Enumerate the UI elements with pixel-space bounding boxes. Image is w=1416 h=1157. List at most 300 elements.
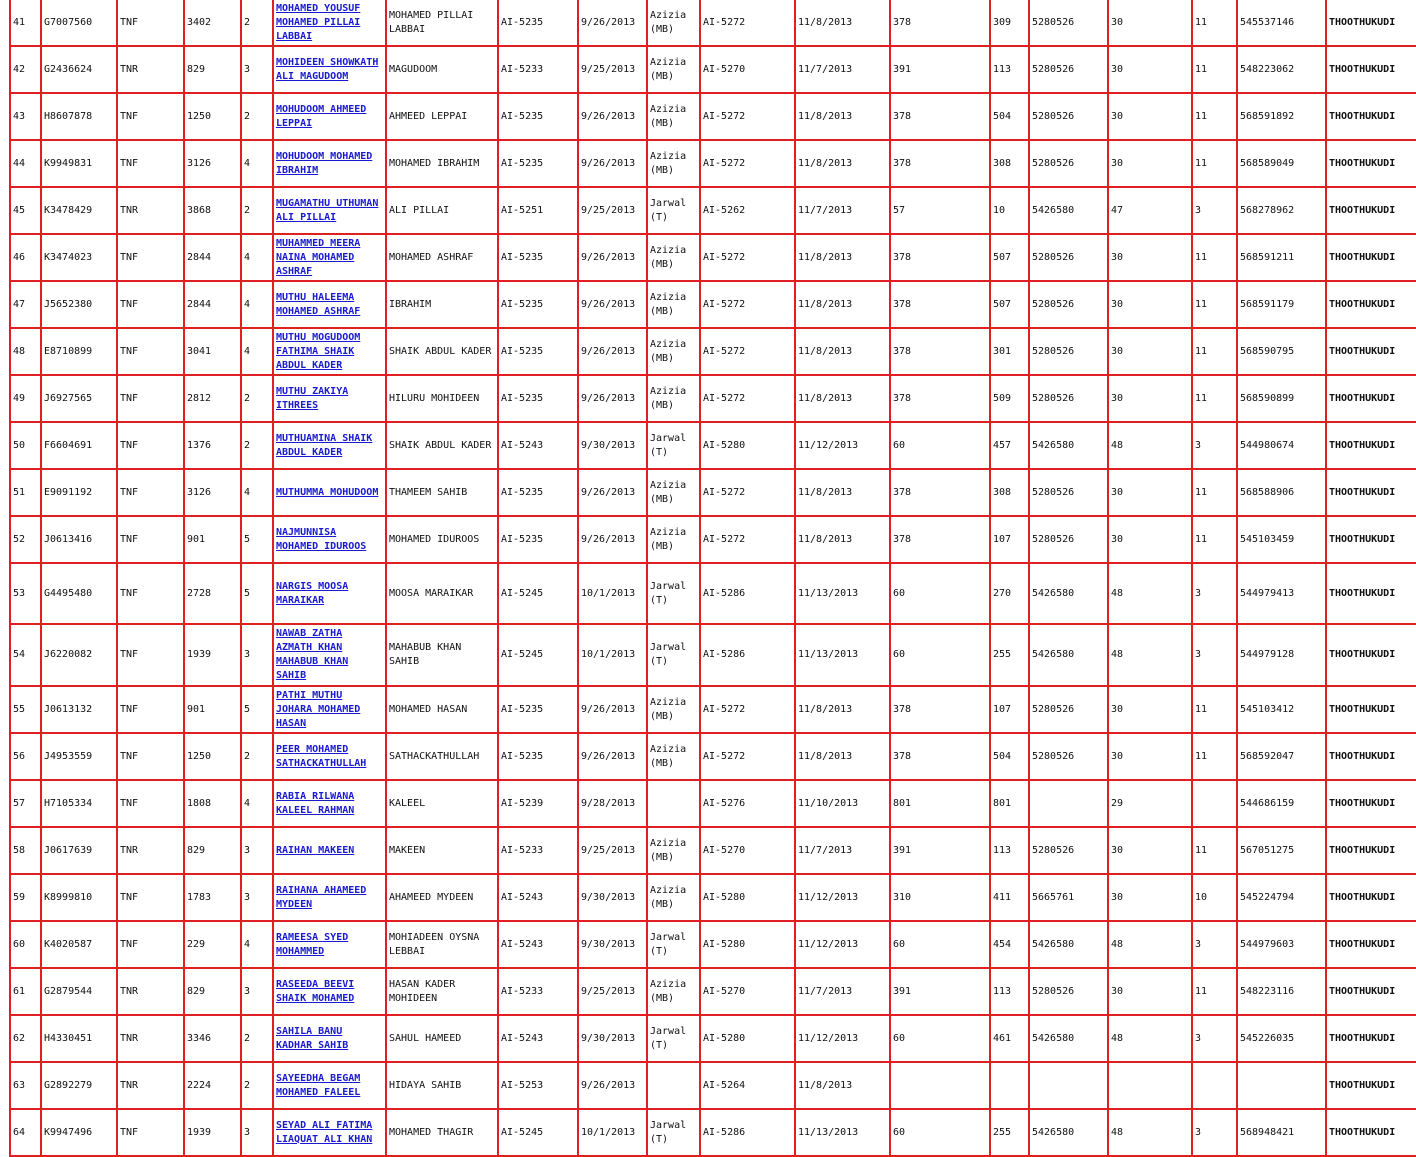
- reference-number-cell: 545226035: [1237, 1015, 1326, 1062]
- maktab-number-cell: 10: [1192, 874, 1237, 921]
- table-row: [10, 187, 1416, 234]
- table-row: [10, 968, 1416, 1015]
- return-date-cell: 11/7/2013: [795, 187, 890, 234]
- passport-number-cell: E8710899: [41, 328, 117, 375]
- table-row: [10, 686, 1416, 733]
- cover-code-cell: TNR: [117, 1062, 184, 1109]
- pilgrim-name-link[interactable]: NAJMUNNISA MOHAMED IDUROOS: [276, 526, 367, 552]
- pilgrim-name-link-cell: [273, 1062, 386, 1109]
- pilgrim-name-link[interactable]: MOHAMED YOUSUF MOHAMED PILLAI LABBAI: [276, 2, 361, 42]
- room-number-cell: 270: [990, 563, 1029, 624]
- guardian-name-cell: AHAMEED MYDEEN: [386, 874, 498, 921]
- building-number-cell: 378: [890, 140, 990, 187]
- row-number-cell: 59: [10, 874, 41, 921]
- district-cell: THOOTHUKUDI: [1326, 624, 1416, 686]
- table-row: [10, 281, 1416, 328]
- accommodation-code-cell: 5426580: [1029, 921, 1108, 968]
- building-number-cell: 310: [890, 874, 990, 921]
- row-number-cell: 54: [10, 624, 41, 686]
- reference-number-cell: 568591179: [1237, 281, 1326, 328]
- group-number-cell: 48: [1108, 624, 1192, 686]
- cover-number-cell: 2844: [184, 281, 241, 328]
- district-cell: THOOTHUKUDI: [1326, 968, 1416, 1015]
- row-number-cell: 46: [10, 234, 41, 281]
- building-number-cell: 391: [890, 827, 990, 874]
- pilgrim-name-link-cell: [273, 375, 386, 422]
- cover-code-cell: TNF: [117, 328, 184, 375]
- accommodation-code-cell: 5280526: [1029, 46, 1108, 93]
- departure-flight-cell: AI-5245: [498, 1109, 578, 1156]
- passport-number-cell: E9091192: [41, 469, 117, 516]
- accommodation-code-cell: [1029, 780, 1108, 827]
- maktab-number-cell: 11: [1192, 281, 1237, 328]
- return-flight-cell: AI-5272: [700, 140, 795, 187]
- cover-code-cell: TNF: [117, 921, 184, 968]
- departure-flight-cell: AI-5243: [498, 874, 578, 921]
- maktab-number-cell: 3: [1192, 921, 1237, 968]
- guardian-name-cell: AHMEED LEPPAI: [386, 93, 498, 140]
- accommodation-code-cell: 5280526: [1029, 733, 1108, 780]
- members-count-cell: 2: [241, 422, 273, 469]
- return-date-cell: 11/7/2013: [795, 827, 890, 874]
- pilgrim-name-link[interactable]: MUTHUMMA MOHUDOOM: [276, 486, 379, 498]
- maktab-number-cell: 3: [1192, 187, 1237, 234]
- cover-code-cell: TNR: [117, 968, 184, 1015]
- passport-number-cell: K3478429: [41, 187, 117, 234]
- reference-number-cell: 568278962: [1237, 187, 1326, 234]
- cover-number-cell: 3868: [184, 187, 241, 234]
- cover-number-cell: 1939: [184, 1109, 241, 1156]
- accommodation-code-cell: 5280526: [1029, 375, 1108, 422]
- departure-date-cell: 10/1/2013: [578, 624, 647, 686]
- pilgrim-name-link-cell: [273, 187, 386, 234]
- departure-flight-cell: AI-5245: [498, 563, 578, 624]
- guardian-name-cell: HASAN KADER MOHIDEEN: [386, 968, 498, 1015]
- return-flight-cell: AI-5286: [700, 1109, 795, 1156]
- group-number-cell: 30: [1108, 733, 1192, 780]
- cover-code-cell: TNF: [117, 0, 184, 46]
- cover-number-cell: 1250: [184, 93, 241, 140]
- accommodation-cell: Jarwal (T): [647, 624, 700, 686]
- cover-number-cell: 1250: [184, 733, 241, 780]
- accommodation-cell: Azizia (MB): [647, 46, 700, 93]
- pilgrim-name-link-cell: [273, 827, 386, 874]
- departure-flight-cell: AI-5239: [498, 780, 578, 827]
- pilgrim-name-link[interactable]: SAHILA BANU KADHAR SAHIB: [276, 1025, 349, 1051]
- reference-number-cell: 568591211: [1237, 234, 1326, 281]
- reference-number-cell: 568592047: [1237, 733, 1326, 780]
- district-cell: THOOTHUKUDI: [1326, 874, 1416, 921]
- passport-number-cell: J5652380: [41, 281, 117, 328]
- passport-number-cell: G2436624: [41, 46, 117, 93]
- return-flight-cell: AI-5272: [700, 0, 795, 46]
- guardian-name-cell: KALEEL: [386, 780, 498, 827]
- accommodation-code-cell: 5280526: [1029, 968, 1108, 1015]
- table-body: [10, 0, 1416, 1156]
- return-date-cell: 11/8/2013: [795, 281, 890, 328]
- table-row: [10, 1015, 1416, 1062]
- departure-date-cell: 9/25/2013: [578, 827, 647, 874]
- table-row: [10, 46, 1416, 93]
- row-number-cell: 61: [10, 968, 41, 1015]
- members-count-cell: 4: [241, 921, 273, 968]
- row-number-cell: 62: [10, 1015, 41, 1062]
- guardian-name-cell: MOHAMED IBRAHIM: [386, 140, 498, 187]
- members-count-cell: 2: [241, 1015, 273, 1062]
- departure-date-cell: 9/25/2013: [578, 46, 647, 93]
- pilgrim-name-link[interactable]: RABIA RILWANA KALEEL RAHMAN: [276, 790, 355, 816]
- accommodation-code-cell: 5280526: [1029, 469, 1108, 516]
- accommodation-code-cell: 5280526: [1029, 234, 1108, 281]
- building-number-cell: 60: [890, 422, 990, 469]
- cover-code-cell: TNF: [117, 140, 184, 187]
- row-number-cell: 48: [10, 328, 41, 375]
- members-count-cell: 4: [241, 780, 273, 827]
- guardian-name-cell: MOHAMED THAGIR: [386, 1109, 498, 1156]
- departure-date-cell: 9/26/2013: [578, 281, 647, 328]
- cover-code-cell: TNR: [117, 827, 184, 874]
- members-count-cell: 2: [241, 0, 273, 46]
- reference-number-cell: [1237, 1062, 1326, 1109]
- maktab-number-cell: 11: [1192, 93, 1237, 140]
- maktab-number-cell: 11: [1192, 827, 1237, 874]
- passport-number-cell: K3474023: [41, 234, 117, 281]
- accommodation-code-cell: 5280526: [1029, 328, 1108, 375]
- room-number-cell: 107: [990, 686, 1029, 733]
- return-date-cell: 11/8/2013: [795, 375, 890, 422]
- guardian-name-cell: MOHIADEEN OYSNA LEBBAI: [386, 921, 498, 968]
- pilgrim-name-link[interactable]: RAIHANA AHAMEED MYDEEN: [276, 884, 367, 910]
- departure-date-cell: 9/26/2013: [578, 234, 647, 281]
- reference-number-cell: 568589049: [1237, 140, 1326, 187]
- departure-date-cell: 9/26/2013: [578, 733, 647, 780]
- accommodation-code-cell: 5426580: [1029, 563, 1108, 624]
- accommodation-code-cell: 5426580: [1029, 187, 1108, 234]
- district-cell: THOOTHUKUDI: [1326, 187, 1416, 234]
- pilgrim-name-link[interactable]: MUTHUAMINA SHAIK ABDUL KADER: [276, 432, 373, 458]
- accommodation-cell: Azizia (MB): [647, 93, 700, 140]
- district-cell: THOOTHUKUDI: [1326, 780, 1416, 827]
- row-number-cell: 58: [10, 827, 41, 874]
- room-number-cell: 301: [990, 328, 1029, 375]
- cover-code-cell: TNF: [117, 686, 184, 733]
- accommodation-code-cell: 5280526: [1029, 516, 1108, 563]
- members-count-cell: 4: [241, 234, 273, 281]
- cover-code-cell: TNF: [117, 1109, 184, 1156]
- building-number-cell: 378: [890, 234, 990, 281]
- row-number-cell: 64: [10, 1109, 41, 1156]
- return-date-cell: 11/8/2013: [795, 140, 890, 187]
- accommodation-code-cell: 5280526: [1029, 686, 1108, 733]
- room-number-cell: 10: [990, 187, 1029, 234]
- return-flight-cell: AI-5276: [700, 780, 795, 827]
- table-row: [10, 563, 1416, 624]
- pilgrim-name-link-cell: [273, 140, 386, 187]
- district-cell: THOOTHUKUDI: [1326, 422, 1416, 469]
- cover-code-cell: TNR: [117, 187, 184, 234]
- cover-number-cell: 901: [184, 686, 241, 733]
- departure-date-cell: 9/30/2013: [578, 1015, 647, 1062]
- departure-date-cell: 9/30/2013: [578, 921, 647, 968]
- departure-date-cell: 9/26/2013: [578, 469, 647, 516]
- members-count-cell: 3: [241, 827, 273, 874]
- guardian-name-cell: MAGUDOOM: [386, 46, 498, 93]
- departure-date-cell: 9/25/2013: [578, 968, 647, 1015]
- return-date-cell: 11/8/2013: [795, 733, 890, 780]
- building-number-cell: 378: [890, 686, 990, 733]
- pilgrim-name-link[interactable]: MOHUDOOM MOHAMED IBRAHIM: [276, 150, 373, 176]
- row-number-cell: 44: [10, 140, 41, 187]
- cover-number-cell: 2224: [184, 1062, 241, 1109]
- pilgrim-name-link[interactable]: RAMEESA SYED MOHAMMED: [276, 931, 349, 957]
- pilgrim-name-link[interactable]: RASEEDA BEEVI SHAIK MOHAMED: [276, 978, 355, 1004]
- cover-code-cell: TNF: [117, 624, 184, 686]
- guardian-name-cell: MOHAMED HASAN: [386, 686, 498, 733]
- room-number-cell: 309: [990, 0, 1029, 46]
- row-number-cell: 55: [10, 686, 41, 733]
- row-number-cell: 41: [10, 0, 41, 46]
- return-date-cell: 11/8/2013: [795, 1062, 890, 1109]
- guardian-name-cell: THAMEEM SAHIB: [386, 469, 498, 516]
- district-cell: THOOTHUKUDI: [1326, 733, 1416, 780]
- table-row: [10, 375, 1416, 422]
- pilgrim-name-link[interactable]: SEYAD ALI FATIMA LIAQUAT ALI KHAN: [276, 1119, 373, 1145]
- room-number-cell: 113: [990, 46, 1029, 93]
- group-number-cell: 30: [1108, 0, 1192, 46]
- guardian-name-cell: IBRAHIM: [386, 281, 498, 328]
- group-number-cell: 30: [1108, 234, 1192, 281]
- row-number-cell: 47: [10, 281, 41, 328]
- departure-flight-cell: AI-5235: [498, 234, 578, 281]
- pilgrim-name-link[interactable]: MUGAMATHU UTHUMAN ALI PILLAI: [276, 197, 379, 223]
- group-number-cell: 30: [1108, 140, 1192, 187]
- room-number-cell: 411: [990, 874, 1029, 921]
- pilgrim-name-link[interactable]: NARGIS MOOSA MARAIKAR: [276, 580, 349, 606]
- building-number-cell: 60: [890, 563, 990, 624]
- passport-number-cell: K9949831: [41, 140, 117, 187]
- district-cell: THOOTHUKUDI: [1326, 375, 1416, 422]
- pilgrim-name-link[interactable]: RAIHAN MAKEEN: [276, 844, 355, 856]
- pilgrim-name-link-cell: [273, 968, 386, 1015]
- pilgrim-name-link-cell: [273, 563, 386, 624]
- row-number-cell: 56: [10, 733, 41, 780]
- district-cell: THOOTHUKUDI: [1326, 234, 1416, 281]
- return-flight-cell: AI-5272: [700, 234, 795, 281]
- accommodation-cell: Azizia (MB): [647, 0, 700, 46]
- pilgrim-name-link[interactable]: MUTHU HALEEMA MOHAMED ASHRAF: [276, 291, 361, 317]
- group-number-cell: 48: [1108, 921, 1192, 968]
- guardian-name-cell: MOHAMED IDUROOS: [386, 516, 498, 563]
- room-number-cell: 504: [990, 733, 1029, 780]
- return-flight-cell: AI-5264: [700, 1062, 795, 1109]
- accommodation-cell: Jarwal (T): [647, 921, 700, 968]
- passport-number-cell: G2892279: [41, 1062, 117, 1109]
- accommodation-cell: Azizia (MB): [647, 328, 700, 375]
- pilgrim-name-link[interactable]: NAWAB ZATHA AZMATH KHAN MAHABUB KHAN SAHIB: [276, 628, 349, 681]
- accommodation-code-cell: 5426580: [1029, 1015, 1108, 1062]
- cover-number-cell: 829: [184, 46, 241, 93]
- cover-code-cell: TNR: [117, 46, 184, 93]
- row-number-cell: 63: [10, 1062, 41, 1109]
- cover-code-cell: TNF: [117, 516, 184, 563]
- building-number-cell: 378: [890, 516, 990, 563]
- pilgrim-name-link[interactable]: MUHAMMED MEERA NAINA MOHAMED ASHRAF: [276, 237, 361, 277]
- accommodation-cell: Azizia (MB): [647, 968, 700, 1015]
- group-number-cell: 48: [1108, 563, 1192, 624]
- departure-flight-cell: AI-5235: [498, 375, 578, 422]
- guardian-name-cell: MAHABUB KHAN SAHIB: [386, 624, 498, 686]
- row-number-cell: 51: [10, 469, 41, 516]
- group-number-cell: 30: [1108, 375, 1192, 422]
- cover-number-cell: 3041: [184, 328, 241, 375]
- pilgrim-name-link[interactable]: MUTHU ZAKIYA ITHREES: [276, 385, 349, 411]
- district-cell: THOOTHUKUDI: [1326, 46, 1416, 93]
- maktab-number-cell: 11: [1192, 469, 1237, 516]
- members-count-cell: 2: [241, 93, 273, 140]
- reference-number-cell: 568590899: [1237, 375, 1326, 422]
- room-number-cell: 113: [990, 968, 1029, 1015]
- group-number-cell: 30: [1108, 686, 1192, 733]
- district-cell: THOOTHUKUDI: [1326, 1015, 1416, 1062]
- maktab-number-cell: 11: [1192, 968, 1237, 1015]
- maktab-number-cell: 11: [1192, 516, 1237, 563]
- room-number-cell: 454: [990, 921, 1029, 968]
- group-number-cell: 30: [1108, 968, 1192, 1015]
- departure-date-cell: 9/26/2013: [578, 1062, 647, 1109]
- accommodation-cell: Jarwal (T): [647, 1015, 700, 1062]
- guardian-name-cell: SATHACKATHULLAH: [386, 733, 498, 780]
- pilgrim-name-link[interactable]: SAYEEDHA BEGAM MOHAMED FALEEL: [276, 1072, 361, 1098]
- group-number-cell: 30: [1108, 328, 1192, 375]
- pilgrim-name-link-cell: [273, 516, 386, 563]
- return-date-cell: 11/8/2013: [795, 328, 890, 375]
- cover-code-cell: TNF: [117, 422, 184, 469]
- return-date-cell: 11/8/2013: [795, 0, 890, 46]
- building-number-cell: [890, 1062, 990, 1109]
- members-count-cell: 4: [241, 281, 273, 328]
- room-number-cell: [990, 1062, 1029, 1109]
- guardian-name-cell: SHAIK ABDUL KADER: [386, 422, 498, 469]
- room-number-cell: 507: [990, 281, 1029, 328]
- room-number-cell: 509: [990, 375, 1029, 422]
- accommodation-code-cell: 5280526: [1029, 140, 1108, 187]
- return-flight-cell: AI-5270: [700, 827, 795, 874]
- reference-number-cell: 567051275: [1237, 827, 1326, 874]
- district-cell: THOOTHUKUDI: [1326, 686, 1416, 733]
- room-number-cell: 461: [990, 1015, 1029, 1062]
- accommodation-cell: Jarwal (T): [647, 1109, 700, 1156]
- accommodation-cell: Azizia (MB): [647, 516, 700, 563]
- return-date-cell: 11/12/2013: [795, 1015, 890, 1062]
- passport-number-cell: J0613132: [41, 686, 117, 733]
- cover-number-cell: 1376: [184, 422, 241, 469]
- passport-number-cell: H7105334: [41, 780, 117, 827]
- pilgrim-name-link-cell: [273, 624, 386, 686]
- accommodation-cell: Jarwal (T): [647, 422, 700, 469]
- departure-flight-cell: AI-5235: [498, 686, 578, 733]
- building-number-cell: 378: [890, 469, 990, 516]
- return-flight-cell: AI-5280: [700, 1015, 795, 1062]
- cover-code-cell: TNF: [117, 563, 184, 624]
- maktab-number-cell: 11: [1192, 328, 1237, 375]
- departure-date-cell: 9/28/2013: [578, 780, 647, 827]
- group-number-cell: 29: [1108, 780, 1192, 827]
- pilgrim-name-link-cell: [273, 0, 386, 46]
- maktab-number-cell: 11: [1192, 140, 1237, 187]
- guardian-name-cell: MOOSA MARAIKAR: [386, 563, 498, 624]
- return-flight-cell: AI-5272: [700, 93, 795, 140]
- pilgrim-name-link[interactable]: PEER MOHAMED SATHACKATHULLAH: [276, 743, 367, 769]
- row-number-cell: 52: [10, 516, 41, 563]
- pilgrim-name-link-cell: [273, 780, 386, 827]
- return-date-cell: 11/13/2013: [795, 563, 890, 624]
- row-number-cell: 45: [10, 187, 41, 234]
- members-count-cell: 3: [241, 874, 273, 921]
- cover-code-cell: TNF: [117, 281, 184, 328]
- cover-number-cell: 3126: [184, 140, 241, 187]
- table-row: [10, 921, 1416, 968]
- group-number-cell: 30: [1108, 46, 1192, 93]
- pilgrim-name-link[interactable]: MOHIDEEN SHOWKATH ALI MAGUDOOM: [276, 56, 379, 82]
- building-number-cell: 60: [890, 921, 990, 968]
- departure-date-cell: 9/26/2013: [578, 686, 647, 733]
- departure-flight-cell: AI-5245: [498, 624, 578, 686]
- maktab-number-cell: [1192, 780, 1237, 827]
- row-number-cell: 60: [10, 921, 41, 968]
- pilgrim-name-link-cell: [273, 234, 386, 281]
- group-number-cell: 30: [1108, 827, 1192, 874]
- table-row: [10, 516, 1416, 563]
- reference-number-cell: 568588906: [1237, 469, 1326, 516]
- group-number-cell: 47: [1108, 187, 1192, 234]
- cover-number-cell: 1808: [184, 780, 241, 827]
- accommodation-code-cell: 5280526: [1029, 93, 1108, 140]
- cover-number-cell: 829: [184, 827, 241, 874]
- pilgrim-name-link[interactable]: MOHUDOOM AHMEED LEPPAI: [276, 103, 367, 129]
- accommodation-cell: Azizia (MB): [647, 733, 700, 780]
- cover-code-cell: TNF: [117, 874, 184, 921]
- district-cell: THOOTHUKUDI: [1326, 140, 1416, 187]
- members-count-cell: 5: [241, 563, 273, 624]
- cover-code-cell: TNF: [117, 375, 184, 422]
- departure-date-cell: 9/30/2013: [578, 422, 647, 469]
- passport-number-cell: J6220082: [41, 624, 117, 686]
- departure-date-cell: 10/1/2013: [578, 1109, 647, 1156]
- pilgrim-records-table: [9, 0, 1416, 1157]
- members-count-cell: 3: [241, 968, 273, 1015]
- pilgrim-name-link-cell: [273, 1109, 386, 1156]
- maktab-number-cell: 11: [1192, 0, 1237, 46]
- row-number-cell: 50: [10, 422, 41, 469]
- departure-date-cell: 10/1/2013: [578, 563, 647, 624]
- building-number-cell: 391: [890, 968, 990, 1015]
- accommodation-cell: Azizia (MB): [647, 686, 700, 733]
- pilgrim-name-link[interactable]: PATHI MUTHU JOHARA MOHAMED HASAN: [276, 689, 361, 729]
- building-number-cell: 378: [890, 328, 990, 375]
- pilgrim-name-link[interactable]: MUTHU MOGUDOOM FATHIMA SHAIK ABDUL KADER: [276, 331, 361, 371]
- passport-number-cell: J0617639: [41, 827, 117, 874]
- accommodation-cell: Azizia (MB): [647, 375, 700, 422]
- reference-number-cell: 545103459: [1237, 516, 1326, 563]
- maktab-number-cell: 3: [1192, 422, 1237, 469]
- accommodation-cell: Azizia (MB): [647, 469, 700, 516]
- return-flight-cell: AI-5280: [700, 921, 795, 968]
- passport-number-cell: K4020587: [41, 921, 117, 968]
- guardian-name-cell: MOHAMED ASHRAF: [386, 234, 498, 281]
- reference-number-cell: 544979413: [1237, 563, 1326, 624]
- accommodation-cell: Azizia (MB): [647, 827, 700, 874]
- members-count-cell: 2: [241, 733, 273, 780]
